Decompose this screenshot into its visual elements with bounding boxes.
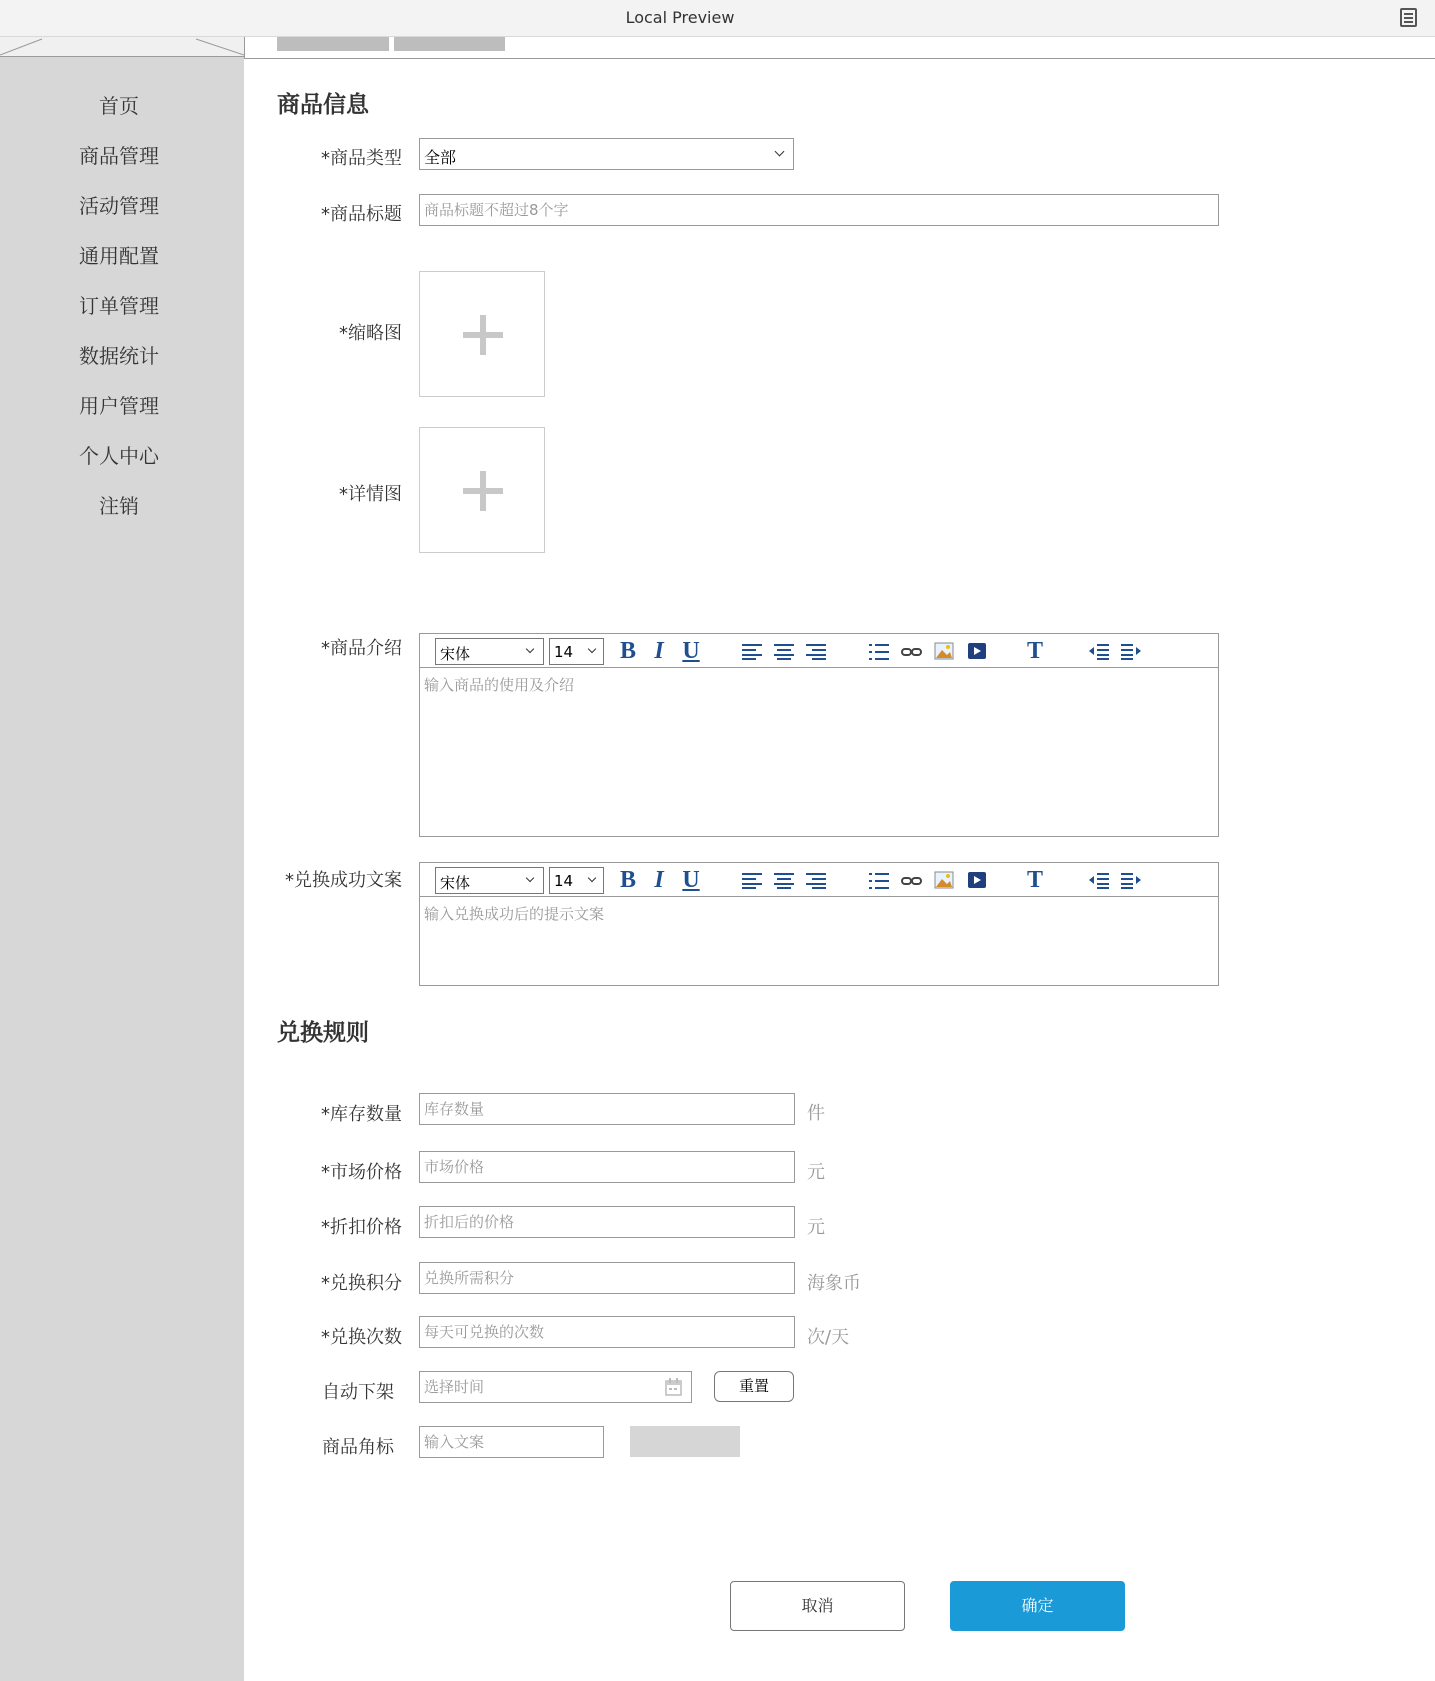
product-intro-editor[interactable] xyxy=(419,633,1219,837)
image-icon[interactable] xyxy=(934,871,954,889)
label-points: *兑换积分 xyxy=(321,1273,402,1294)
italic-icon[interactable]: I xyxy=(654,638,664,664)
link-icon[interactable] xyxy=(901,644,923,660)
label-thumbnail: *缩略图 xyxy=(339,323,402,344)
font-size-select[interactable] xyxy=(549,867,604,894)
label-exchange-times: *兑换次数 xyxy=(321,1327,402,1348)
stock-input[interactable]: 库存数量 xyxy=(419,1093,795,1125)
align-right-icon[interactable] xyxy=(806,644,828,660)
success-text-placeholder: 输入兑换成功后的提示文案 xyxy=(424,905,605,923)
image-icon[interactable] xyxy=(934,642,954,660)
success-text-editor[interactable] xyxy=(419,862,1219,986)
exchange-times-input[interactable]: 每天可兑换的次数 xyxy=(419,1316,795,1348)
font-family-value: 宋体 xyxy=(440,874,471,892)
text-format-icon[interactable]: T xyxy=(1026,867,1043,893)
window-titlebar xyxy=(0,0,1435,37)
align-right-icon[interactable] xyxy=(806,873,828,889)
chevron-down-icon xyxy=(588,874,596,882)
underline-icon[interactable]: U xyxy=(682,638,700,664)
align-left-icon[interactable] xyxy=(742,644,764,660)
label-detail-image: *详情图 xyxy=(339,484,402,505)
label-badge: 商品角标 xyxy=(322,1437,394,1458)
sidebar-item-activities[interactable]: 活动管理 xyxy=(79,194,159,218)
label-product-title: *商品标题 xyxy=(321,204,402,225)
product-type-value: 全部 xyxy=(424,148,457,167)
chevron-down-icon xyxy=(526,874,534,882)
label-auto-off: 自动下架 xyxy=(322,1382,394,1403)
tab-stub-1[interactable] xyxy=(277,37,389,51)
sidebar-item-products[interactable]: 商品管理 xyxy=(79,144,159,168)
align-left-icon[interactable] xyxy=(742,873,764,889)
font-family-select[interactable] xyxy=(435,867,544,894)
badge-preview xyxy=(630,1426,740,1457)
detail-image-upload[interactable] xyxy=(419,427,545,553)
sidebar-item-users[interactable]: 用户管理 xyxy=(79,394,159,418)
label-success-text: *兑换成功文案 xyxy=(285,870,402,891)
font-size-value: 14 xyxy=(554,643,574,661)
align-center-icon[interactable] xyxy=(774,873,796,889)
product-type-select[interactable] xyxy=(419,138,794,170)
font-size-value: 14 xyxy=(554,872,574,890)
bold-icon[interactable]: B xyxy=(619,867,636,893)
discount-price-input[interactable]: 折扣后的价格 xyxy=(419,1206,795,1238)
points-input[interactable]: 兑换所需积分 xyxy=(419,1262,795,1294)
sidebar-item-orders[interactable]: 订单管理 xyxy=(79,294,159,318)
italic-icon[interactable]: I xyxy=(654,867,664,893)
stock-unit: 件 xyxy=(807,1103,825,1124)
label-product-intro: *商品介绍 xyxy=(321,638,402,659)
label-stock: *库存数量 xyxy=(321,1104,402,1125)
plus-icon-vertical xyxy=(480,471,486,511)
label-product-type: *商品类型 xyxy=(321,148,402,169)
sidebar-item-logout[interactable]: 注销 xyxy=(99,494,139,518)
calendar-icon[interactable] xyxy=(665,1378,682,1396)
section-title-rules: 兑换规则 xyxy=(277,1020,369,1046)
market-price-unit: 元 xyxy=(807,1162,825,1183)
thumbnail-upload[interactable] xyxy=(419,271,545,397)
discount-price-unit: 元 xyxy=(807,1217,825,1238)
label-discount-price: *折扣价格 xyxy=(321,1217,402,1238)
plus-icon-vertical xyxy=(480,315,486,355)
chevron-down-icon xyxy=(775,147,785,157)
sidebar-item-config[interactable]: 通用配置 xyxy=(79,244,159,268)
header-divider xyxy=(244,37,245,59)
editor-toolbar xyxy=(420,634,1218,668)
window-title: Local Preview xyxy=(625,8,735,27)
sidebar xyxy=(0,57,244,1681)
sidebar-item-home[interactable]: 首页 xyxy=(99,94,139,118)
market-price-input[interactable]: 市场价格 xyxy=(419,1151,795,1183)
bold-icon[interactable]: B xyxy=(619,638,636,664)
tab-stub-2[interactable] xyxy=(394,37,505,51)
sidebar-item-stats[interactable]: 数据统计 xyxy=(79,344,159,368)
indent-icon[interactable] xyxy=(1120,872,1142,890)
editor-toolbar xyxy=(420,863,1218,897)
align-center-icon[interactable] xyxy=(774,644,796,660)
points-unit: 海象币 xyxy=(807,1273,861,1294)
section-title-product-info: 商品信息 xyxy=(277,92,369,118)
link-icon[interactable] xyxy=(901,873,923,889)
document-list-icon[interactable] xyxy=(1400,8,1417,27)
auto-off-date-input[interactable] xyxy=(419,1371,692,1403)
video-icon[interactable] xyxy=(967,642,987,660)
sidebar-header xyxy=(0,37,244,57)
chevron-down-icon xyxy=(588,645,596,653)
cancel-button[interactable]: 取消 xyxy=(730,1581,905,1631)
text-format-icon[interactable]: T xyxy=(1026,638,1043,664)
underline-icon[interactable]: U xyxy=(682,867,700,893)
content-top-border xyxy=(244,58,1435,59)
indent-icon[interactable] xyxy=(1120,643,1142,661)
product-title-input[interactable]: 商品标题不超过8个字 xyxy=(419,194,1219,226)
font-family-value: 宋体 xyxy=(440,645,471,663)
exchange-times-unit: 次/天 xyxy=(807,1327,850,1348)
chevron-down-icon xyxy=(526,645,534,653)
ordered-list-icon[interactable] xyxy=(869,873,891,889)
confirm-button[interactable]: 确定 xyxy=(950,1581,1125,1631)
reset-button[interactable]: 重置 xyxy=(714,1371,794,1402)
sidebar-header-decoration xyxy=(0,37,244,57)
ordered-list-icon[interactable] xyxy=(869,644,891,660)
sidebar-item-profile[interactable]: 个人中心 xyxy=(79,444,159,468)
font-size-select[interactable] xyxy=(549,638,604,665)
badge-text-input[interactable]: 输入文案 xyxy=(419,1426,604,1458)
font-family-select[interactable] xyxy=(435,638,544,665)
auto-off-placeholder: 选择时间 xyxy=(424,1378,485,1396)
product-intro-placeholder: 输入商品的使用及介绍 xyxy=(424,676,575,694)
outdent-icon[interactable] xyxy=(1088,872,1110,890)
label-market-price: *市场价格 xyxy=(321,1162,402,1183)
video-icon[interactable] xyxy=(967,871,987,889)
outdent-icon[interactable] xyxy=(1088,643,1110,661)
